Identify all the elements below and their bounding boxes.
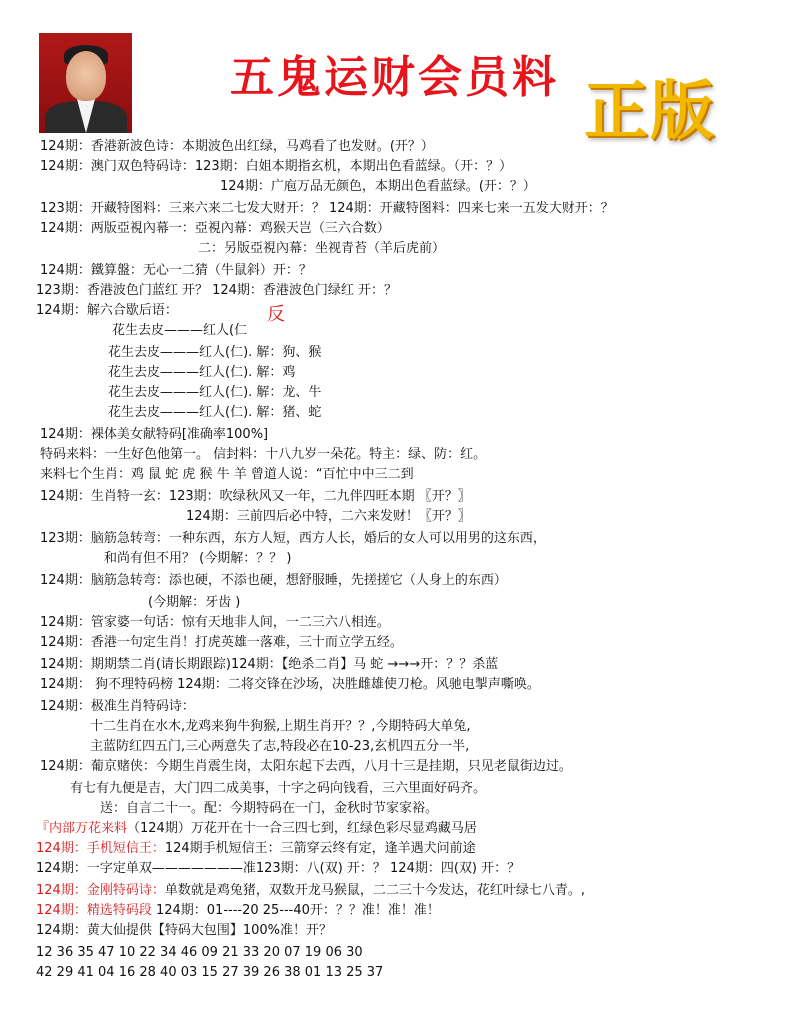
text-line: 124期：解六合歇后语： [36,303,178,318]
text-line: 124期：生肖特一玄：123期：吹绿秋风又一年，二九伴四旺本期 〖开？〗 [40,489,471,504]
text-line: 送：自言二十一。配：今期特码在一门，金秋时节家家裕。 [100,801,439,816]
text-line: 124期：期期禁二肖(请长期跟踪)124期：【绝杀二肖】马 蛇 →→→开：？？杀蓝 [40,657,499,672]
text-line: 花生去皮———红人(仁 [112,323,248,338]
text-line: 花生去皮———红人(仁). 解：龙、牛 [108,385,322,400]
neibu-rest: （124期）万花开在十一合三四七到，红绿色彩尽显鸡藏马居 [127,821,477,836]
text-line: 124期： 狗不理特码榜 124期：二将交锋在沙场，决胜雌雄使刀枪。风驰电掣声嘶唤。 [40,677,540,692]
text-line-sms [36,840,476,857]
text-line: 来料七个生肖：鸡 鼠 蛇 虎 猴 牛 羊 曾道人说：“百忙中中三二到 [40,467,414,482]
text-line: 特码来料：一生好色他第一。 信封料：十八九岁一朵花。特主：绿、防：红。 [40,447,487,462]
text-line: 花生去皮———红人(仁). 解：猪、蛇 [108,405,322,420]
text-line-neibu [36,820,477,837]
text-line: 124期：香港一句定生肖！打虎英雄一落难，三十而立学五经。 [40,635,403,650]
text-line: 124期：一字定单双———————准123期：八(双) 开：？ 124期：四(双) 开：？ [36,861,521,876]
sms-label: 124期：手机短信王： [36,841,165,856]
diamond-rest: 单数就是鸡兔猪，双数开龙马猴鼠，二二三十今发达，花红叶绿七八青。, [164,883,585,898]
sms-rest: 124期手机短信王：三箭穿云终有定，逢羊遇犬问前途 [164,841,476,856]
text-line: 124期：管家婆一句话：惊有天地非人间，一二三六八相连。 [40,615,390,630]
page-title: 五鬼运财会员料 [230,52,559,103]
text-line: 124期：黄大仙提供【特码大包围】100%准！开？ [36,923,332,938]
portrait-face [66,51,106,101]
text-line: 124期：两版亞視內幕一：亞視內幕：鸡猴天岂（三六合数） [40,221,390,236]
text-line: 主蓝防红四五门,三心两意失了志,特段必在10-23,玄机四五分一半, [90,739,470,754]
select-label: 124期：精选特码段 [36,903,152,918]
text-line: 124期：极准生肖特码诗： [40,699,195,714]
neibu-label: 『内部万花来料 [36,821,128,836]
text-line: 124期：鐵算盤：无心一二猜（牛鼠斜）开：？ [40,263,312,278]
portrait-photo [39,33,132,133]
text-line: 花生去皮———红人(仁). 解：鸡 [108,365,296,380]
text-line: 二：另版亞視內幕：坐视青苔（羊后虎前） [198,241,446,256]
stamp-mark: 反 [267,304,285,325]
text-line: 123期：香港波色门蓝红 开？ 124期：香港波色门绿红 开：？ [36,283,398,298]
select-rest: 124期：01----20 25---40开：？？准！准！准！ [151,903,440,918]
text-line: 124期：广庖万品无颜色，本期出色看蓝绿。(开：？） [220,179,536,194]
text-line: 124期：脑筋急转弯：添也硬，不添也硬，想舒服睡，先搓搓它（人身上的东西） [40,573,507,588]
text-line: 花生去皮———红人(仁). 解：狗、猴 [108,345,322,360]
text-line: 124期：澳门双色特码诗：123期：白姐本期指玄机，本期出色看蓝绿。（开：？） [40,159,513,174]
text-line: 124期：三前四后必中特，二六来发财！〖开？〗 [186,509,471,524]
diamond-label: 124期：金刚特码诗： [36,883,165,898]
text-line: 十二生肖在水木,龙鸡来狗牛狗猴,上期生肖开？？,今期特码大单兔, [90,719,471,734]
number-row: 12 36 35 47 10 22 34 46 09 21 33 20 07 19 06 30 [36,945,363,960]
text-line-select [36,902,440,919]
text-line: 123期：开藏特图料：三来六来二七发大财开：？ 124期：开藏特图料：四来七来一五发大财开：？ [40,201,614,216]
genuine-badge: 正版 [584,75,716,149]
number-row: 42 29 41 04 16 28 40 03 15 27 39 26 38 01 13 25 37 [36,965,384,980]
text-line: 和尚有但不用？ (今期解：？？ ) [104,551,292,566]
text-line: 124期：裸体美女献特码[准确率100%] [40,427,269,442]
text-line: 123期：脑筋急转弯：一种东西，东方人短，西方人长，婚后的女人可以用男的这东西， [40,531,546,546]
text-line: (今期解：牙齿 ) [148,595,241,610]
text-line: 有七有九便是吉，大门四二成美事，十字之码向钱看，三六里面好码齐。 [70,781,487,796]
text-line: 124期：葡京赌侠：今期生肖震生岗，太阳东起下去西，八月十三是挂期，只见老鼠街边过。 [40,759,572,774]
text-line: 124期：香港新波色诗：本期波色出红绿，马鸡看了也发财。(开？） [40,139,434,154]
text-line-diamond [36,882,585,899]
